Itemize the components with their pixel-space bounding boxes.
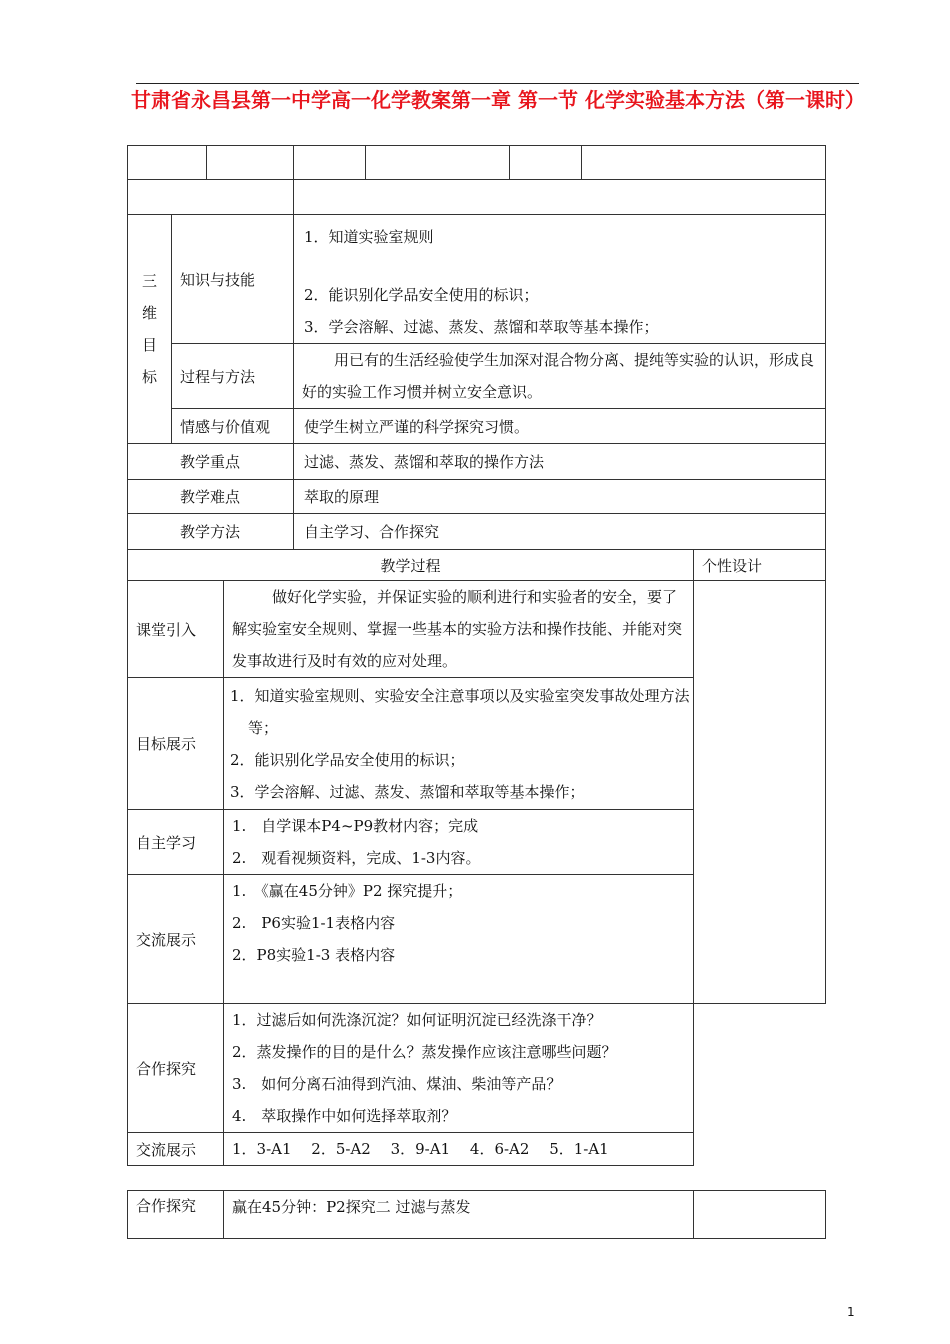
self-study-item: 1. 自学课本P4~P9教材内容；完成 [232,817,479,835]
exchange-label: 交流展示 [128,875,224,1004]
self-study-content [224,810,694,875]
blank-cell [294,146,366,180]
exchange-item: 1. 《赢在45分钟》P2 探究提升； [232,882,463,900]
blank-cell [510,146,582,180]
goals-header [128,215,172,444]
goals-show-item: 3．学会溶解、过滤、蒸发、蒸馏和萃取等基本操作； [230,782,585,801]
blank-cell [366,146,510,180]
personal-design-header: 个性设计 [694,550,826,581]
blank-topic-row [128,180,826,215]
blank-cell [294,180,826,215]
cooperate-item: 3. 如何分离石油得到汽油、煤油、柴油等产品？ [232,1075,562,1093]
emotion-text: 使学生树立严谨的科学探究习惯。 [294,409,826,444]
process-header: 教学过程 [128,550,694,581]
page-number: 1 [847,1305,855,1319]
teaching-process-table [127,549,826,1166]
key-point-text: 过滤、蒸发、蒸馏和萃取的操作方法 [294,444,826,480]
goals-show-item: 1．知道实验室规则、实验安全注意事项以及实验室突发事故处理方法等； [230,686,690,737]
method-label: 教学方法 [128,514,294,550]
self-study-label: 自主学习 [128,810,224,875]
method-text: 自主学习、合作探究 [294,514,826,550]
blank-cell [128,180,294,215]
blank-cell [128,146,207,180]
process-label: 过程与方法 [172,344,294,409]
bottom-personal-cell [694,1191,826,1239]
goals-header-text: 三维目标 [142,272,158,386]
bottom-label: 合作探究 [128,1191,224,1239]
blank-cell [582,146,826,180]
difficulty-label: 教学难点 [128,480,294,514]
knowledge-content [294,215,826,344]
exchange-item: 2．P8实验1-3 表格内容 [232,946,396,964]
intro-label: 课堂引入 [128,581,224,678]
bottom-table [127,1190,826,1239]
exchange-item: 2. P6实验1-1表格内容 [232,914,396,932]
header-rule [136,83,859,84]
exchange2-text: 1．3-A1 2．5-A2 3．9-A1 4．6-A2 5．1-A1 [224,1133,694,1166]
cooperate-content [224,1004,694,1133]
blank-cell [207,146,294,180]
goals-show-content [224,678,694,810]
exchange-content [224,875,694,1004]
knowledge-item: 3．学会溶解、过滤、蒸发、蒸馏和萃取等基本操作； [304,318,659,336]
goals-show-label: 目标展示 [128,678,224,810]
cooperate-item: 4. 萃取操作中如何选择萃取剂？ [232,1107,457,1125]
knowledge-item: 1．知道实验室规则 [304,228,434,246]
cooperate-label: 合作探究 [128,1004,224,1133]
exchange2-label: 交流展示 [128,1133,224,1166]
lesson-info-table [127,145,826,550]
difficulty-text: 萃取的原理 [294,480,826,514]
page-title: 甘肃省永昌县第一中学高一化学教案第一章 第一节 化学实验基本方法（第一课时） [131,88,865,112]
cooperate-item: 2．蒸发操作的目的是什么？蒸发操作应该注意哪些问题？ [232,1043,617,1061]
key-point-label: 教学重点 [128,444,294,480]
personal-design-cell [694,581,826,1004]
knowledge-label: 知识与技能 [172,215,294,344]
knowledge-item: 2．能识别化学品安全使用的标识； [304,286,539,304]
goals-show-item: 2．能识别化学品安全使用的标识； [230,750,465,769]
blank-header-row [128,146,826,180]
cooperate-item: 1．过滤后如何洗涤沉淀？如何证明沉淀已经洗涤干净？ [232,1011,602,1029]
bottom-text: 赢在45分钟：P2探究二 过滤与蒸发 [224,1191,694,1239]
self-study-item: 2. 观看视频资料，完成、1-3内容。 [232,849,481,867]
process-text: 用已有的生活经验使学生加深对混合物分离、提纯等实验的认识，形成良好的实验工作习惯并树立安全意识。 [294,344,826,409]
intro-text: 做好化学实验，并保证实验的顺利进行和实验者的安全，要了解实验室安全规则、掌握一些基本的实验方法和操作技能、并能对突发事故进行及时有效的应对处理。 [224,581,694,678]
emotion-label: 情感与价值观 [172,409,294,444]
personal-design-cell [694,1004,826,1166]
